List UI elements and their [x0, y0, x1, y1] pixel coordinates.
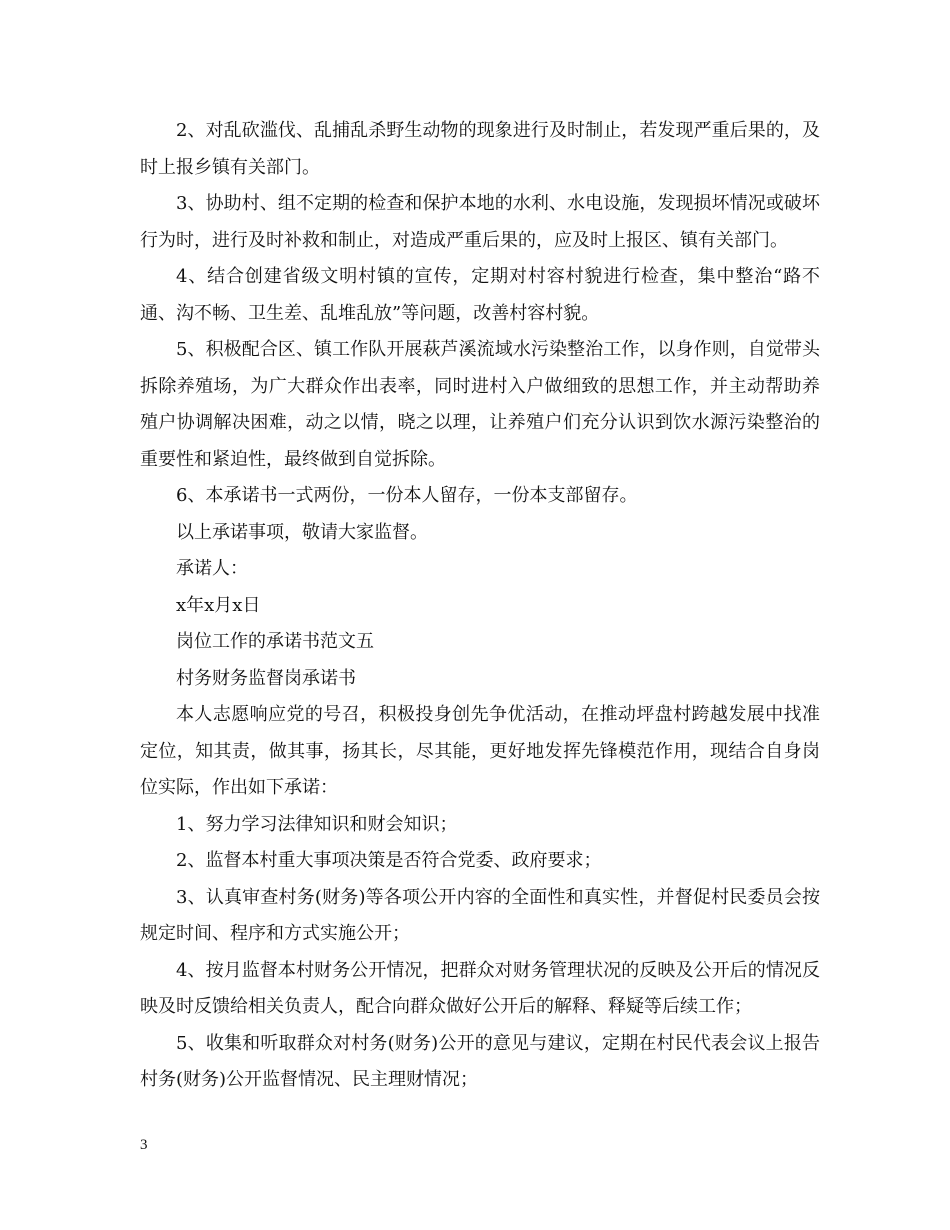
list-item: 2、监督本村重大事项决策是否符合党委、政府要求； [176, 850, 602, 871]
paragraph: 2、对乱砍滥伐、乱捕乱杀野生动物的现象进行及时制止，若发现严重后果的，及时上报乡镇有关部门。 [140, 120, 820, 178]
paragraph: 以上承诺事项，敬请大家监督。 [176, 521, 428, 543]
subsection-title: 村务财务监督岗承诺书 [176, 667, 356, 689]
list-item: 4、按月监督本村财务公开情况，把群众对财务管理状况的反映及公开后的情况反映及时反馈给相关负责人，配合向群众做好公开后的解释、释疑等后续工作； [140, 959, 820, 1017]
page-number: 3 [140, 1137, 148, 1153]
paragraph: 5、积极配合区、镇工作队开展萩芦溪流域水污染整治工作，以身作则，自觉带头拆除养殖场，为广大群众作出表率，同时进村入户做细致的思想工作，并主动帮助养殖户协调解决困难，动之以情，晓之以理，让养殖户们充分认识到饮水源污染整治的重要性和紧迫性，最终做到自觉拆除。 [140, 339, 820, 470]
date-line: x年x月x日 [176, 594, 261, 616]
list-item: 3、认真审查村务(财务)等各项公开内容的全面性和真实性，并督促村民委员会按规定时间、程序和方式实施公开； [140, 886, 820, 944]
paragraph: 6、本承诺书一式两份，一份本人留存，一份本支部留存。 [176, 485, 638, 506]
list-item: 1、努力学习法律知识和财会知识； [176, 813, 458, 835]
paragraph: 4、结合创建省级文明村镇的宣传，定期对村容村貌进行检查，集中整治“路不通、沟不畅、卫生差、乱堆乱放”等问题，改善村容村貌。 [140, 266, 820, 324]
document-body [140, 113, 820, 1099]
section-title: 岗位工作的承诺书范文五 [176, 631, 374, 652]
signature-label: 承诺人： [176, 558, 248, 579]
list-item: 5、收集和听取群众对村务(财务)公开的意见与建议，定期在村民代表会议上报告村务(财务)公开监督情况、民主理财情况； [140, 1032, 820, 1090]
paragraph: 本人志愿响应党的号召，积极投身创先争优活动，在推动坪盘村跨越发展中找准定位，知其责，做其事，扬其长，尽其能，更好地发挥先锋模范作用，现结合自身岗位实际，作出如下承诺： [140, 704, 820, 798]
paragraph: 3、协助村、组不定期的检查和保护本地的水利、水电设施，发现损坏情况或破坏行为时，进行及时补救和制止，对造成严重后果的，应及时上报区、镇有关部门。 [140, 193, 820, 251]
